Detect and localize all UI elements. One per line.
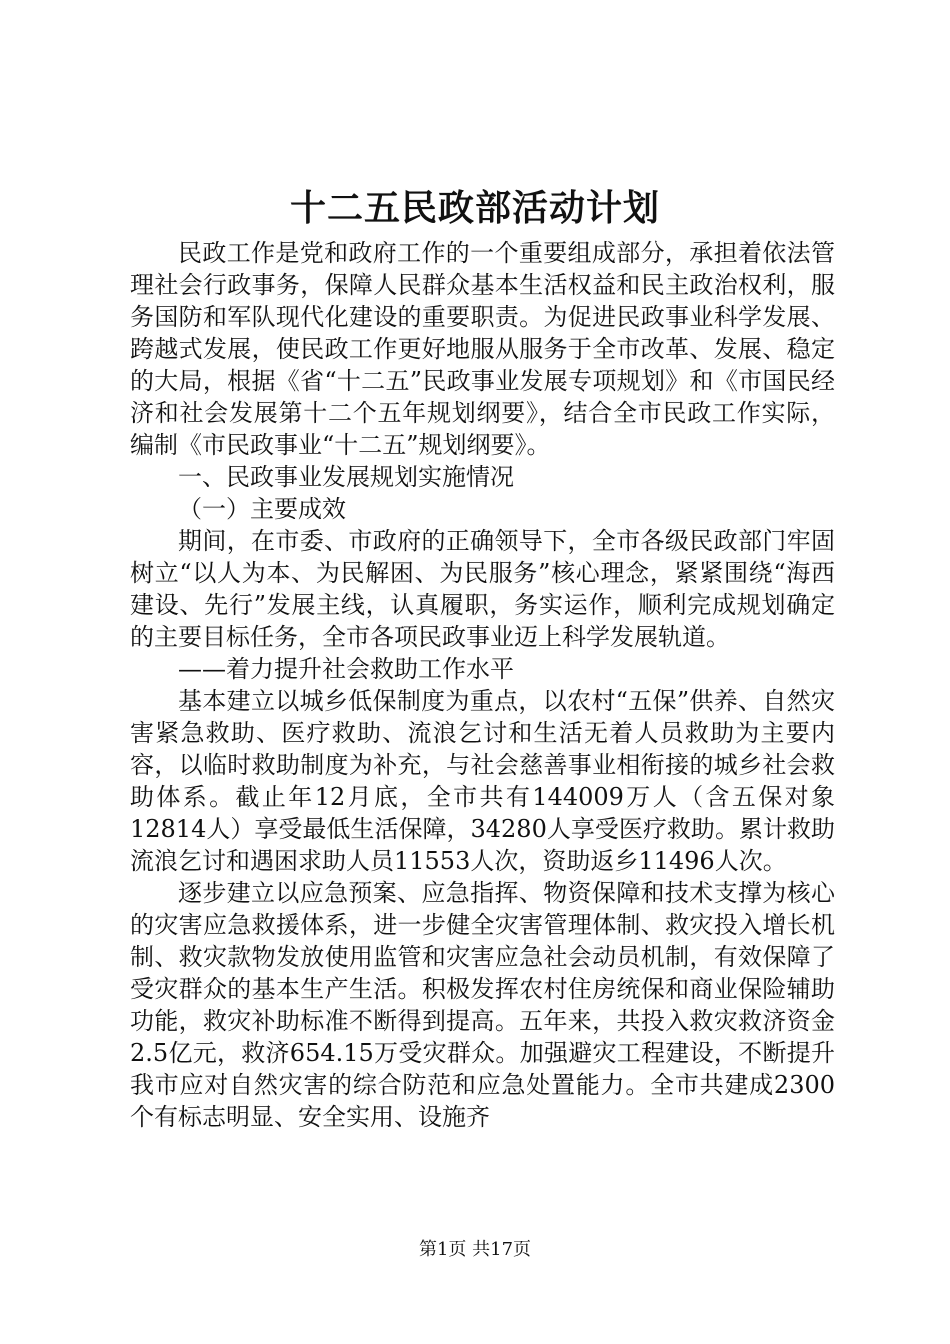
document-body	[130, 237, 835, 1133]
paragraph-achievements: 期间，在市委、市政府的正确领导下，全市各级民政部门牢固树立“以人为本、为民解困、为民服务”核心理念，紧紧围绕“海西建设、先行”发展主线，认真履职，务实运作，顺利完成规划确定的主要目标任务，全市各项民政事业迈上科学发展轨道。	[130, 527, 835, 651]
page-footer: 第1页 共17页	[418, 1239, 532, 1260]
paragraph-social-assistance: 基本建立以城乡低保制度为重点，以农村“五保”供养、自然灾害紧急救助、医疗救助、流浪乞讨和生活无着人员救助为主要内容，以临时救助制度为补充，与社会慈善事业相衔接的城乡社会救助体系。截止年12月底，全市共有144009万人（含五保对象12814人）享受最低生活保障，34280人享受医疗救助。累计救助流浪乞讨和遇困求助人员11553人次，资助返乡11496人次。	[130, 687, 835, 875]
paragraph-disaster-relief: 逐步建立以应急预案、应急指挥、物资保障和技术支撑为核心的灾害应急救援体系，进一步健全灾害管理体制、救灾投入增长机制、救灾款物发放使用监管和灾害应急社会动员机制，有效保障了受灾群众的基本生产生活。积极发挥农村住房统保和商业保险辅助功能，救灾补助标准不断得到提高。五年来，共投入救灾救济资金2.5亿元，救济654.15万受灾群众。加强避灾工程建设，不断提升我市应对自然灾害的综合防范和应急处置能力。全市共建成2300个有标志明显、安全实用、设施齐	[130, 879, 835, 1131]
paragraph-intro: 民政工作是党和政府工作的一个重要组成部分，承担着依法管理社会行政事务，保障人民群众基本生活权益和民主政治权利，服务国防和军队现代化建设的重要职责。为促进民政事业科学发展、跨越式发展，使民政工作更好地服从服务于全市改革、发展、稳定的大局，根据《省“十二五”民政事业发展专项规划》和《市国民经济和社会发展第十二个五年规划纲要》，结合全市民政工作实际，编制《市民政事业“十二五”规划纲要》。	[130, 239, 835, 459]
document-title: 十二五民政部活动计划	[289, 187, 660, 229]
topic-heading-social-assistance: ——着力提升社会救助工作水平	[178, 655, 514, 683]
section-heading: 一、民政事业发展规划实施情况	[178, 463, 514, 491]
subsection-heading: （一）主要成效	[178, 495, 346, 523]
